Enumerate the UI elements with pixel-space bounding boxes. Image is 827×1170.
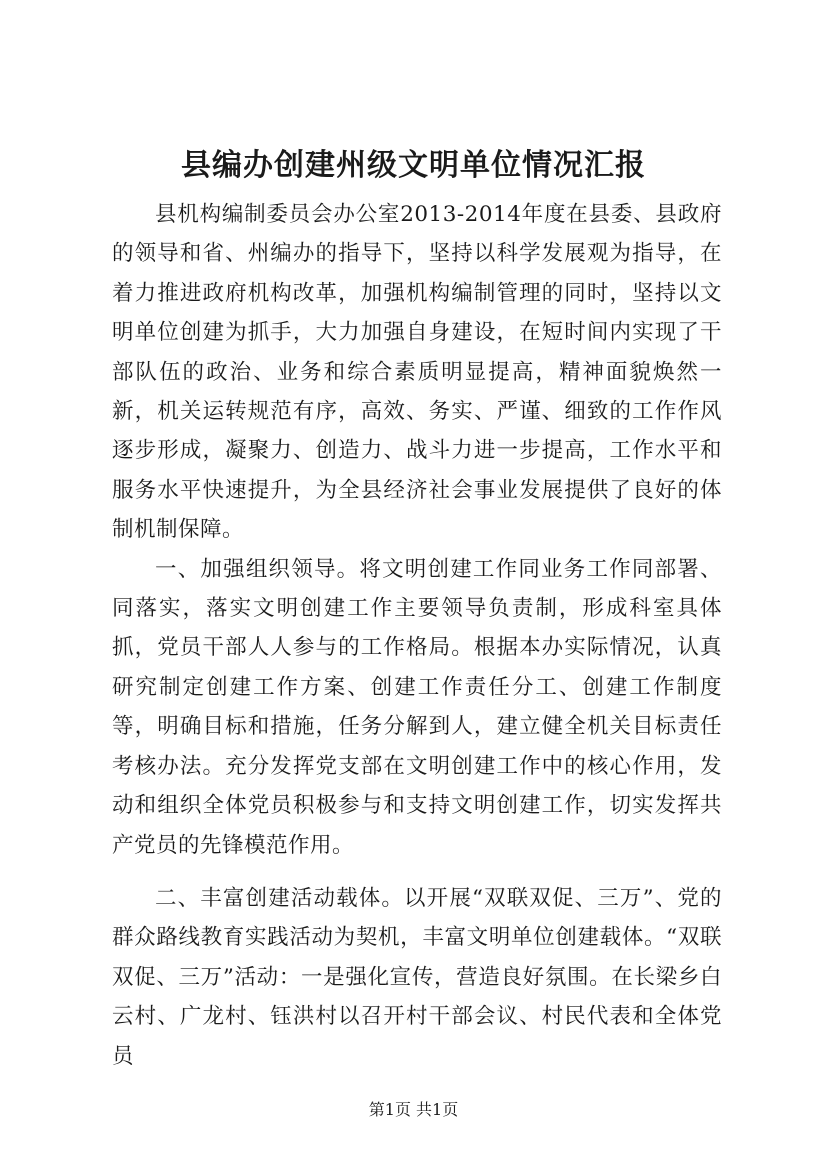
paragraph-section-one: 一、加强组织领导。将文明创建工作同业务工作同部署、同落实，落实文明创建工作主要领导负责制，形成科室具体抓，党员干部人人参与的工作格局。根据本办实际情况，认真研究制定创建工作方案、创建工作责任分工、创建工作制度等，明确目标和措施，任务分解到人，建立健全机关目标责任考核办法。充分发挥党支部在文明创建工作中的核心作用，发动和组织全体党员积极参与和支持文明创建工作，切实发挥共产党员的先锋模范作用。: [112, 556, 722, 858]
paragraph-section-two: 二、丰富创建活动载体。以开展“双联双促、三万”、党的群众路线教育实践活动为契机，丰富文明单位创建载体。“双联双促、三万”活动：一是强化宣传，营造良好氛围。在长梁乡白云村、广龙村、钰洪村以召开村干部会议、村民代表和全体党员: [112, 885, 722, 1069]
paragraph-intro: 县机构编制委员会办公室2013-2014年度在县委、县政府的领导和省、州编办的指导下，坚持以科学发展观为指导，在着力推进政府机构改革，加强机构编制管理的同时，坚持以文明单位创建为抓手，大力加强自身建设，在短时间内实现了干部队伍的政治、业务和综合素质明显提高，精神面貌焕然一新，机关运转规范有序，高效、务实、严谨、细致的工作作风逐步形成，凝聚力、创造力、战斗力进一步提高，工作水平和服务水平快速提升，为全县经济社会事业发展提供了良好的体制机制保障。: [112, 202, 722, 543]
document-body: [112, 195, 722, 1076]
page-number-footer: 第1页 共1页: [368, 1100, 459, 1119]
document-title: 县编办创建州级文明单位情况汇报: [181, 148, 646, 183]
